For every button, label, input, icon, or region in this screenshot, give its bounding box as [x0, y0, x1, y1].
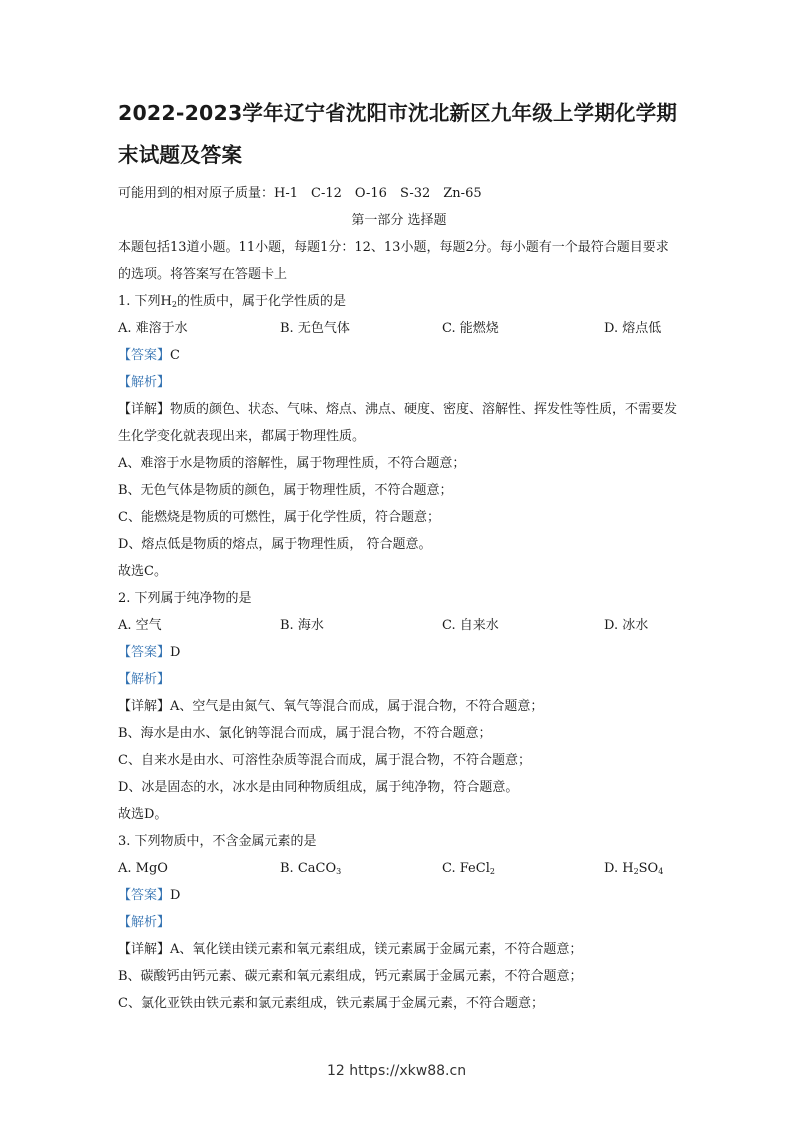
page-title: 2022-2023学年辽宁省沈阳市沈北新区九年级上学期化学期末试题及答案	[118, 101, 678, 167]
question-1-line: 故选C。	[118, 564, 167, 579]
option-b: B. 无色气体	[280, 321, 350, 336]
option-b: B. CaCO$_3$	[280, 861, 342, 876]
question-3-stem: 3. 下列物质中，不含金属元素的是	[118, 834, 317, 849]
question-2-stem: 2. 下列属于纯净物的是	[118, 591, 252, 606]
option-c: C. 能燃烧	[442, 321, 499, 336]
question-1-line: B、无色气体是物质的颜色，属于物理性质，不符合题意；	[118, 483, 453, 498]
question-2-line: D、冰是固态的水，冰水是由同种物质组成，属于纯净物，符合题意。	[118, 780, 519, 795]
question-1-answer: 【答案】C	[118, 348, 180, 363]
option-d: D. $H_2SO_4$	[604, 861, 664, 876]
page-footer: 12 https://xkw88.cn	[326, 1063, 467, 1079]
option-a: A. MgO	[118, 861, 168, 876]
question-2-line: B、海水是由水、氯化钠等混合而成，属于混合物，不符合题意；	[118, 726, 492, 741]
question-2-line: 故选D。	[118, 807, 168, 822]
question-1-line: C、能燃烧是物质的可燃性，属于化学性质，符合题意；	[118, 510, 440, 525]
question-1-line: D、熔点低是物质的熔点，属于物理性质， 符合题意。	[118, 537, 432, 552]
question-2-answer: 【答案】D	[118, 645, 181, 660]
question-1-options	[118, 315, 680, 342]
option-b: B. 海水	[280, 618, 324, 633]
question-3-options	[118, 855, 680, 882]
section-heading: 第一部分 选择题	[351, 213, 447, 228]
atomic-masses: 可能用到的相对原子质量：H-1 C-12 O-16 S-32 Zn-65	[118, 186, 482, 201]
question-1-stem: 1. 下列$H_2$的性质中，属于化学性质的是	[118, 294, 346, 309]
question-2-detail: 【详解】A、空气是由氮气、氧气等混合而成，属于混合物，不符合题意；	[118, 699, 544, 714]
question-2-line: C、自来水是由水、可溶性杂质等混合而成，属于混合物，不符合题意；	[118, 753, 531, 768]
question-1-line: A、难溶于水是物质的溶解性，属于物理性质，不符合题意；	[118, 456, 466, 471]
question-2-options	[118, 612, 680, 639]
option-a: A. 难溶于水	[118, 321, 188, 336]
option-d: D. 冰水	[604, 618, 649, 633]
document-page	[118, 92, 680, 1017]
question-3-line: B、碳酸钙由钙元素、碳元素和氧元素组成，钙元素属于金属元素，不符合题意；	[118, 969, 583, 984]
option-c: C. 自来水	[442, 618, 499, 633]
option-c: C. FeCl$_2$	[442, 861, 495, 876]
question-3-line: C、氯化亚铁由铁元素和氯元素组成，铁元素属于金属元素，不符合题意；	[118, 996, 544, 1011]
option-a: A. 空气	[118, 618, 162, 633]
question-2-analysis-label: 【解析】	[118, 672, 171, 687]
question-3-analysis-label: 【解析】	[118, 915, 171, 930]
question-1-analysis-label: 【解析】	[118, 375, 171, 390]
question-3-detail: 【详解】A、氧化镁由镁元素和氧元素组成，镁元素属于金属元素，不符合题意；	[118, 942, 583, 957]
option-d: D. 熔点低	[604, 321, 662, 336]
question-1-detail: 【详解】物质的颜色、状态、气味、熔点、沸点、硬度、密度、溶解性、挥发性等性质，不需要发生化学变化就表现出来，都属于物理性质。	[118, 402, 678, 444]
question-3-answer: 【答案】D	[118, 888, 181, 903]
instructions: 本题包括13道小题。11小题，每题1分：12、13小题，每题2分。每小题有一个最符合题目要求的选项。将答案写在答题卡上	[118, 240, 669, 282]
